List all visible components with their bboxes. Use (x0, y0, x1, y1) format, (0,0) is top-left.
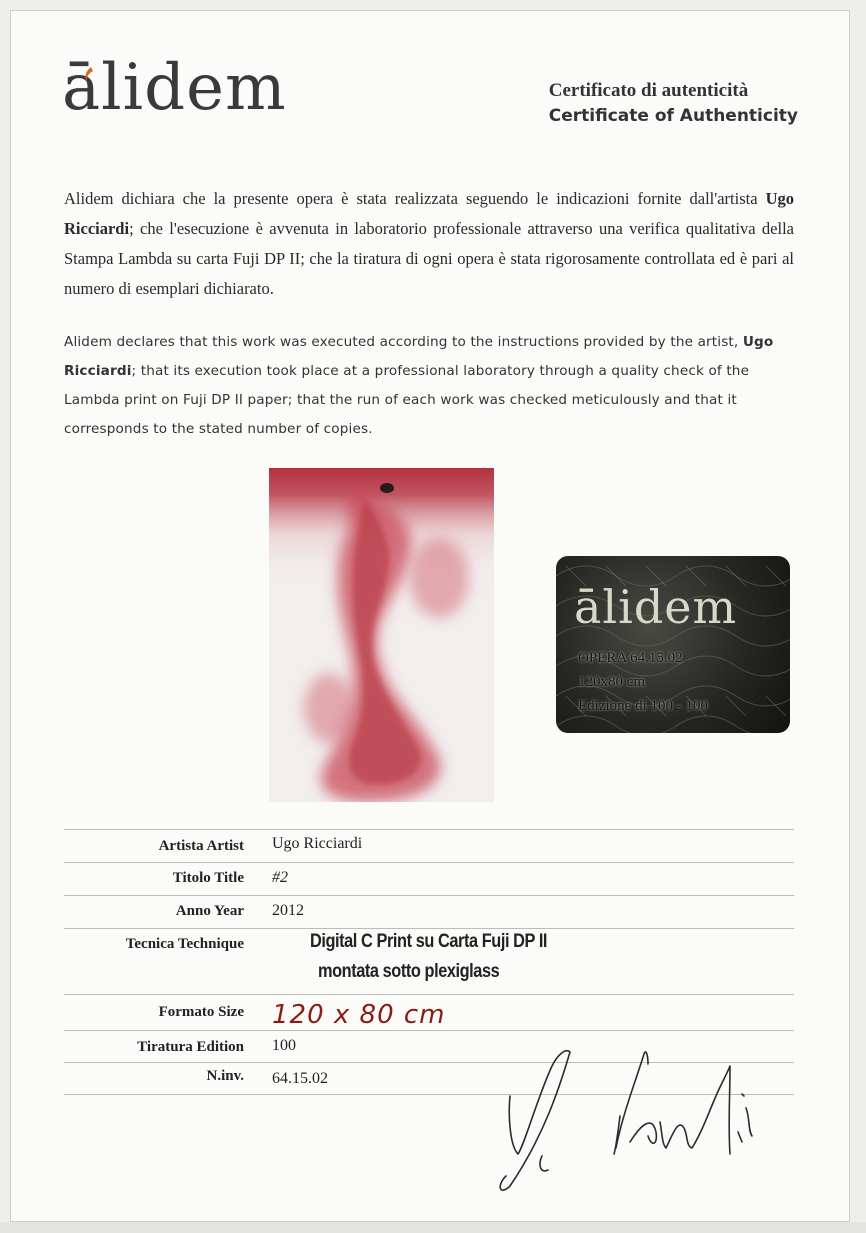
inventory-label: N.inv. (206, 1068, 244, 1084)
edition-value: 100 (272, 1037, 296, 1054)
certificate-title-it: Certificato di autenticità (548, 80, 749, 101)
page-edge (0, 1222, 866, 1233)
statement-it-artist: Ugo Ricciardi (64, 189, 794, 238)
artist-signature (480, 1036, 810, 1196)
technique-label: Tecnica Technique (125, 936, 244, 952)
table-divider (64, 829, 794, 830)
artwork-image (269, 468, 494, 802)
table-divider (64, 1030, 794, 1031)
table-divider (64, 895, 794, 896)
statement-english (64, 328, 800, 444)
statement-italian (64, 184, 794, 304)
technique-stamp-line1: Digital C Print su Carta Fuji DP II (310, 931, 548, 952)
statement-en-artist: Ugo Ricciardi (64, 334, 774, 379)
logo-flame-icon (82, 66, 94, 86)
artist-value: Ugo Ricciardi (272, 835, 363, 852)
year-value: 2012 (272, 902, 304, 919)
statement-it-intro: Alidem dichiara che la presente opera è stata realizzata seguendo le indicazioni fornite dall'artista (64, 189, 766, 208)
edition-label: Tiratura Edition (137, 1039, 244, 1055)
hologram-seal (556, 556, 790, 733)
inventory-value: 64.15.02 (272, 1070, 328, 1087)
size-label: Formato Size (158, 1004, 244, 1020)
table-divider (64, 928, 794, 929)
statement-it-body: ; che l'esecuzione è avvenuta in laboratorio professionale attraverso una verifica qualitativa della Stampa Lambda su carta Fuji DP II; che la tiratura di ogni opera è stata rigorosamente controllata ed è pari al numero di esemplari dichiarato. (64, 219, 794, 298)
alidem-logo: ālidem (62, 51, 287, 125)
hologram-opera: OPERA 64.15.02 (578, 650, 683, 666)
hologram-edition: Edizione di 100 - 100 (578, 698, 708, 714)
size-value-handwritten: 120 x 80 cm (272, 1000, 446, 1030)
hologram-size: 120x80 cm (578, 674, 646, 690)
title-label: Titolo Title (172, 870, 244, 886)
table-divider (64, 862, 794, 863)
statement-en-body: ; that its execution took place at a professional laboratory through a quality check of the Lambda print on Fuji DP II paper; that the run of each work was checked meticulously and that it corresponds to the stated number of copies. (64, 363, 750, 437)
statement-en-intro: Alidem declares that this work was executed according to the instructions provided by the artist, (64, 334, 743, 350)
technique-stamp-line2: montata sotto plexiglass (318, 961, 500, 982)
artist-label: Artista Artist (158, 838, 244, 854)
hologram-logo: ālidem (574, 580, 738, 634)
year-label: Anno Year (175, 903, 244, 919)
table-divider (64, 994, 794, 995)
certificate-title (549, 80, 798, 126)
title-value: #2 (272, 869, 288, 886)
certificate-title-en: Certificate of Authenticity (548, 106, 798, 126)
